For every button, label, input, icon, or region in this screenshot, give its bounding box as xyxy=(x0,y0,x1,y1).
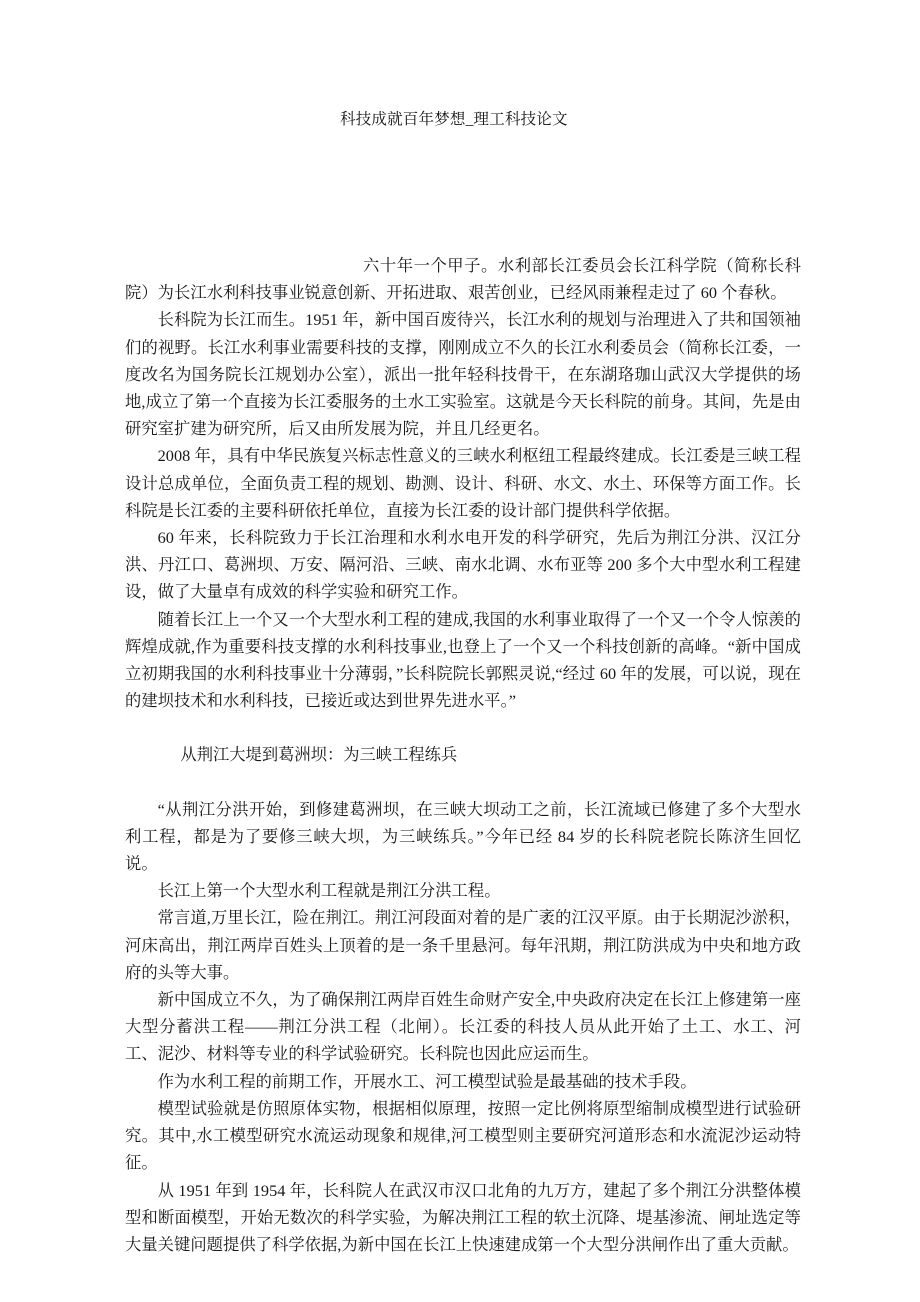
paragraph-6: “从荆江分洪开始，到修建葛洲坝，在三峡大坝动工之前，长江流域已修建了多个大型水利工程，都是为了要修三峡大坝，为三峡练兵。”今年已经 84 岁的长科院老院长陈济生回忆说。 xyxy=(125,799,801,874)
spacer-above-section-heading xyxy=(125,714,801,741)
paragraph-4: 60 年来，长科院致力于长江治理和水利水电开发的科学研究，先后为荆江分洪、汉江分洪、丹江口、葛洲坝、万安、隔河沿、三峡、南水北调、水布亚等 200 多个大中型水利工程建设，做了大量卓有成效的科学实验和研究工作。 xyxy=(125,528,801,602)
paragraph-5: 随着长江上一个又一个大型水利工程的建成,我国的水利事业取得了一个又一个令人惊羡的辉煌成就,作为重要科技支撑的水利科技事业,也登上了一个又一个科技创新的高峰。“新中国成立初期我国的水利科技事业十分薄弱，”长科院院长郭熙灵说,“经过 60 年的发展，可以说，现在的建坝技术和水利科技，已接近或达到世界先进水平。” xyxy=(125,609,801,711)
spacer-below-section-heading xyxy=(125,769,801,796)
paragraph-2: 长科院为长江而生。1951 年，新中国百废待兴，长江水利的规划与治理进入了共和国领袖们的视野。长江水利事业需要科技的支撑，刚刚成立不久的长江水利委员会（简称长江委，一度改名为国务院长江规划办公室），派出一批年轻科技骨干，在东湖珞珈山武汉大学提供的场地,成立了第一个直接为长江委服务的土水工实验室。这就是今天长科院的前身。其间，先是由研究室扩建为研究所，后又由所发展为院，并且几经更名。 xyxy=(125,310,801,439)
document-body xyxy=(125,252,801,1258)
paragraph-10: 作为水利工程的前期工作，开展水工、河工模型试验是最基础的技术手段。 xyxy=(157,1071,697,1091)
paragraph-1: 六十年一个甲子。水利部长江委员会长江科学院（简称长科院）为长江水利科技事业锐意创新、开拓进取、艰苦创业，已经风雨兼程走过了 60 个春秋。 xyxy=(125,256,801,303)
paragraph-9: 新中国成立不久，为了确保荆江两岸百姓生命财产安全,中央政府决定在长江上修建第一座大型分蓄洪工程——荆江分洪工程（北闸）。长江委的科技人员从此开始了土工、水工、河工、泥沙、材料等专业的科学试验研究。长科院也因此应运而生。 xyxy=(125,990,801,1064)
paragraph-12: 从 1951 年到 1954 年，长科院人在武汉市汉口北角的九万方，建起了多个荆江分洪整体模型和断面模型，开始无数次的科学实验，为解决荆江工程的软土沉降、堤基渗流、闸址选定等大量关键问题提供了科学依据,为新中国在长江上快速建成第一个大型分洪闸作出了重大贡献。 xyxy=(125,1180,801,1254)
paragraph-11: 模型试验就是仿照原体实物，根据相似原理，按照一定比例将原型缩制成模型进行试验研究。其中,水工模型研究水流运动现象和规律,河工模型则主要研究河道形态和水流泥沙运动特征。 xyxy=(125,1098,801,1173)
paragraph-7: 长江上第一个大型水利工程就是荆江分洪工程。 xyxy=(157,881,501,901)
section-heading: 从荆江大堤到葛洲坝：为三峡工程练兵 xyxy=(180,745,458,765)
paragraph-3: 2008 年，具有中华民族复兴标志性意义的三峡水利枢纽工程最终建成。长江委是三峡工程设计总成单位，全面负责工程的规划、勘测、设计、科研、水文、水土、环保等方面工作。长科院是长江委的主要科研依托单位，直接为长江委的设计部门提供科学依据。 xyxy=(125,446,801,520)
page-title: 科技成就百年梦想_理工科技论文 xyxy=(340,111,568,128)
paragraph-8: 常言道,万里长江，险在荆江。荆江河段面对着的是广袤的江汉平原。由于长期泥沙淤积，河床高出，荆江两岸百姓头上顶着的是一条千里悬河。每年汛期，荆江防洪成为中央和地方政府的头等大事。 xyxy=(125,908,801,982)
